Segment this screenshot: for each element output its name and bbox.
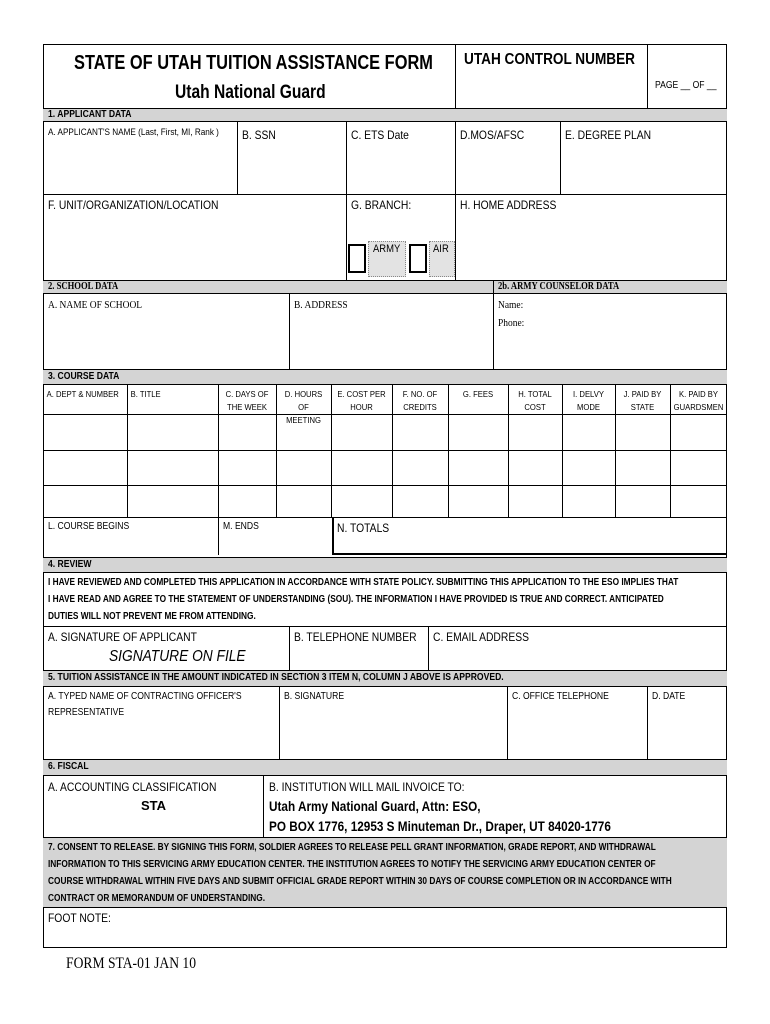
divider [455,122,456,280]
consent-line-2: INFORMATION TO THIS SERVICING ARMY EDUCATION CENTER. THE INSTITUTION AGREES TO NOTIFY THE SERVICING ARMY EDUCATION CENTER OF [48,859,656,870]
course-column-header-line-2: STATE [630,402,655,412]
course-column-header-line-1: I. DELVY [573,389,604,399]
page-number-label: PAGE __ OF __ [655,80,717,91]
course-column-header-line-1: C. DAYS OF [225,389,269,399]
course-column-header-line-2: THE WEEK [227,402,267,412]
review-statement-line-1: I HAVE REVIEWED AND COMPLETED THIS APPLICATION IN ACCORDANCE WITH STATE POLICY. SUBMITTING THIS APPLICATION TO THE ESO IMPLIES THAT [48,577,679,588]
divider [43,450,727,451]
invoice-address-line-2: PO BOX 1776, 12953 S Minuteman Dr., Draper, UT 84020-1776 [269,818,611,834]
review-statement-line-2: I HAVE READ AND AGREE TO THE STATEMENT OF UNDERSTANDING (SOU). THE INFORMATION I HAVE PROVIDED IS TRUE AND CORRECT. ANTICIPATED [48,594,664,605]
course-ends-field[interactable]: M. ENDS [223,521,259,532]
home-address-field[interactable]: H. HOME ADDRESS [460,198,557,212]
approval-date-field[interactable]: D. DATE [652,691,686,702]
page-divider [647,44,648,108]
course-column-header [395,388,445,414]
course-column-header [451,388,505,401]
invoice-address-line-1: Utah Army National Guard, Attn: ESO, [269,798,481,814]
section-approval-title: 5. TUITION ASSISTANCE IN THE AMOUNT INDICATED IN SECTION 3 ITEM N, COLUMN J ABOVE IS APPROVED. [48,672,504,683]
course-column-header-line-2: HOUR [350,402,373,412]
course-column-header-line-1: J. PAID BY [623,389,662,399]
course-column-header-line-2: COST [524,402,546,412]
section-applicant-title: 1. APPLICANT DATA [48,109,132,120]
divider [647,687,648,759]
course-column-header [334,388,389,414]
footnote-field[interactable]: FOOT NOTE: [48,911,111,925]
course-column-divider [127,385,128,517]
course-column-divider [615,385,616,517]
divider [560,122,561,194]
divider [493,280,494,369]
course-column-divider [218,385,219,517]
course-column-header [221,388,273,414]
course-column-header [511,388,560,414]
section-school-title: 2. SCHOOL DATA [48,281,119,292]
course-column-header [618,388,668,414]
totals-label: N. TOTALS [337,521,390,535]
form-id: FORM STA-01 JAN 10 [66,955,197,972]
section-course-band [43,369,727,385]
course-column-header [43,388,122,401]
course-column-header-line-2: MEETING [286,415,321,425]
course-column-divider [392,385,393,517]
officer-signature-field[interactable]: B. SIGNATURE [284,691,345,702]
accounting-classification-label: A. ACCOUNTING CLASSIFICATION [48,780,217,794]
section-review-title: 4. REVIEW [48,559,92,570]
divider [346,122,347,194]
divider [237,122,238,194]
course-column-divider [331,385,332,517]
applicant-signature-field[interactable]: A. SIGNATURE OF APPLICANT [48,630,197,644]
section-course-title: 3. COURSE DATA [48,371,120,382]
mos-afsc-field[interactable]: D.MOS/AFSC [460,128,525,142]
branch-field[interactable]: G. BRANCH: [351,198,412,212]
course-column-header-line-1: B. TITLE [130,389,161,399]
course-begins-field[interactable]: L. COURSE BEGINS [48,521,130,532]
course-column-header [565,388,613,414]
divider [279,687,280,759]
section-counselor-title: 2b. ARMY COUNSELOR DATA [498,281,620,292]
course-column-header-line-1: F. NO. OF [402,389,438,399]
course-column-header [279,388,329,427]
divider [43,414,727,415]
course-column-header-line-1: A. DEPT & NUMBER [46,389,119,399]
course-column-header-line-1: D. HOURS OF [284,389,323,412]
course-column-header-line-1: H. TOTAL [518,389,552,399]
officer-name-field-line-2: REPRESENTATIVE [48,707,125,718]
course-column-header-line-2: GUARDSMEN [673,402,724,412]
accounting-classification-value: STA [141,798,167,813]
degree-plan-field[interactable]: E. DEGREE PLAN [565,128,652,142]
air-checkbox[interactable] [409,244,427,273]
course-column-divider [562,385,563,517]
section-fiscal-band [43,759,727,776]
course-column-header-line-1: E. COST PER [337,389,386,399]
section-applicant-band [43,108,727,122]
telephone-field[interactable]: B. TELEPHONE NUMBER [294,630,417,644]
control-number-label: UTAH CONTROL NUMBER [464,51,635,68]
divider [43,626,727,627]
section-school-band [43,280,727,294]
applicant-name-field[interactable]: A. APPLICANT'S NAME (Last, First, MI, Rank ) [48,127,219,138]
consent-line-3: COURSE WITHDRAWAL WITHIN FIVE DAYS AND SUBMIT OFFICIAL GRADE REPORT WITHIN 30 DAYS OF COURSE COMPLETION OR IN ACCORDANCE WITH [48,876,672,887]
signature-on-file: SIGNATURE ON FILE [109,648,246,665]
school-name-field[interactable]: A. NAME OF SCHOOL [48,299,143,311]
totals-box [332,517,727,555]
divider [507,687,508,759]
divider [346,194,347,280]
course-column-divider [448,385,449,517]
course-column-divider [670,385,671,517]
course-column-divider [276,385,277,517]
course-column-header-line-2: MODE [577,402,600,412]
divider [428,626,429,670]
course-column-header [673,388,724,414]
divider [289,294,290,369]
form-title: STATE OF UTAH TUITION ASSISTANCE FORM [74,52,433,74]
ssn-field[interactable]: B. SSN [242,128,276,142]
counselor-phone-field[interactable]: Phone: [498,317,525,329]
air-label: AIR [433,243,449,255]
divider [43,194,727,195]
army-label: ARMY [373,243,401,255]
invoice-label: B. INSTITUTION WILL MAIL INVOICE TO: [269,780,465,794]
email-field[interactable]: C. EMAIL ADDRESS [433,630,529,644]
consent-line-4: CONTRACT OR MEMORANDUM OF UNDERSTANDING. [48,893,266,904]
ets-date-field[interactable]: C. ETS Date [351,128,409,142]
course-column-header-line-1: G. FEES [462,389,494,399]
divider [289,626,290,670]
divider [263,776,264,837]
consent-line-1: 7. CONSENT TO RELEASE. BY SIGNING THIS FORM, SOLDIER AGREES TO RELEASE PELL GRANT INFORMATION, GRADE REPORT, AND WITHDRAWAL [48,842,656,853]
divider [43,485,727,486]
review-statement-line-3: DUTIES WILL NOT PREVENT ME FROM ATTENDING. [48,611,256,622]
course-column-header [127,388,213,401]
unit-location-field[interactable]: F. UNIT/ORGANIZATION/LOCATION [48,198,219,212]
divider [218,517,219,555]
form-subtitle: Utah National Guard [175,82,326,103]
counselor-name-field[interactable]: Name: [498,299,524,311]
officer-name-field[interactable]: A. TYPED NAME OF CONTRACTING OFFICER'S [48,691,242,702]
army-checkbox[interactable] [348,244,366,273]
office-telephone-field[interactable]: C. OFFICE TELEPHONE [512,691,609,702]
course-column-header-line-1: K. PAID BY [679,389,718,399]
course-column-header-line-2: CREDITS [403,402,437,412]
course-column-divider [508,385,509,517]
header-divider [455,44,456,108]
school-address-field[interactable]: B. ADDRESS [294,299,348,311]
section-review-band [43,557,727,573]
section-fiscal-title: 6. FISCAL [48,761,89,772]
